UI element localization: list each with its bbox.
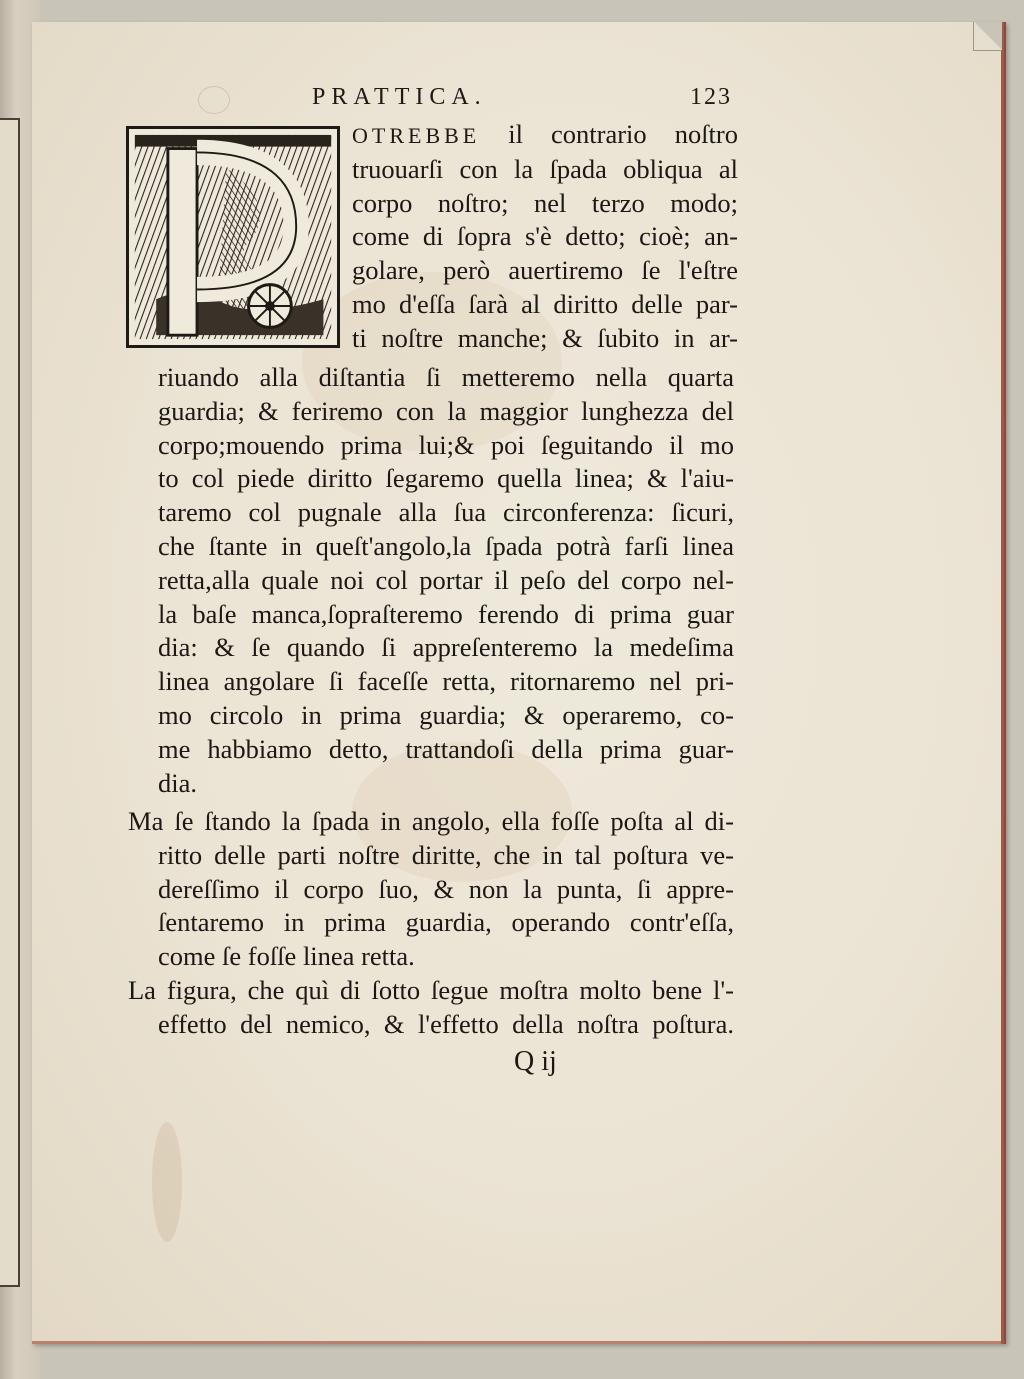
text-line <box>352 118 738 153</box>
text-line: linea angolare ſi faceſſe retta, ritornaremo nel pri- <box>158 666 734 697</box>
text-line: la baſe manca,ſopraſteremo ferendo di prima guar <box>158 598 734 629</box>
text-line: me habbiamo detto, trattandoſi della prima guar- <box>158 733 734 764</box>
opening-small-caps: OTREBBE <box>352 123 481 148</box>
text-line: dia. <box>158 767 197 798</box>
paragraph-1-opening <box>352 118 738 356</box>
text-line: effetto del nemico, & l'effetto della noſtra poſtura. <box>158 1008 734 1039</box>
paragraph-2 <box>128 805 734 974</box>
text-line: come ſe foſſe linea retta. <box>158 941 415 972</box>
text-line: come di ſopra s'è detto; cioè; an- <box>352 221 738 252</box>
paragraph-3 <box>128 974 734 1042</box>
text-fragment: il contrario noſtro <box>508 119 738 149</box>
page-corner-fold <box>973 22 1002 51</box>
text-line: corpo noſtro; nel terzo modo; <box>352 187 738 218</box>
text-line: retta,alla quale noi col portar il peſo del corpo nel- <box>158 564 734 595</box>
paragraph-1-continued <box>158 361 734 800</box>
text-line: mo d'eſſa ſarà al diritto delle par- <box>352 288 738 319</box>
text-line: ritto delle parti noſtre diritte, che in tal poſtura ve- <box>158 839 734 870</box>
signature-mark: Q ij <box>514 1046 557 1077</box>
text-line: golare, però auertiremo ſe l'eſtre <box>352 255 738 286</box>
woodcut-initial-letter <box>126 126 340 348</box>
text-line: truouarſi con la ſpada obliqua al <box>352 153 738 184</box>
running-title: PRATTICA. <box>312 84 487 110</box>
running-head <box>312 84 732 116</box>
text-line: guardia; & feriremo con la maggior lunghezza del <box>158 395 734 426</box>
text-line: ti noſtre manche; & ſubito in ar- <box>352 322 738 353</box>
text-line: corpo;mouendo prima lui;& poi ſeguitando il mo <box>158 429 734 460</box>
text-line: Ma ſe ſtando la ſpada in angolo, ella foſſe poſta al di- <box>128 806 734 836</box>
text-line: dia: & ſe quando ſi appreſenteremo la medeſima <box>158 632 734 663</box>
page-number: 123 <box>690 84 732 110</box>
text-line: che ſtante in queſt'angolo,la ſpada potrà farſi linea <box>158 530 734 561</box>
text-line: dereſſimo il corpo ſuo, & non la punta, ſi appre- <box>158 873 734 904</box>
text-line: La figura, che quì di ſotto ſegue moſtra molto bene l'- <box>128 975 734 1005</box>
foxing-stain <box>152 1122 182 1242</box>
previous-page-frame <box>0 118 20 1287</box>
faint-library-stamp <box>198 86 230 114</box>
text-line: ſentaremo in prima guardia, operando contr'eſſa, <box>158 907 734 938</box>
text-line: riuando alla diſtantia ſi metteremo nella quarta <box>158 362 734 392</box>
woodcut-illustration <box>129 129 337 345</box>
text-line: to col piede diritto ſegaremo quella linea; & l'aiu- <box>158 463 734 494</box>
text-line: mo circolo in prima guardia; & operaremo, co- <box>158 699 734 730</box>
text-line: taremo col pugnale alla ſua circonferenza: ſicuri, <box>158 497 734 528</box>
